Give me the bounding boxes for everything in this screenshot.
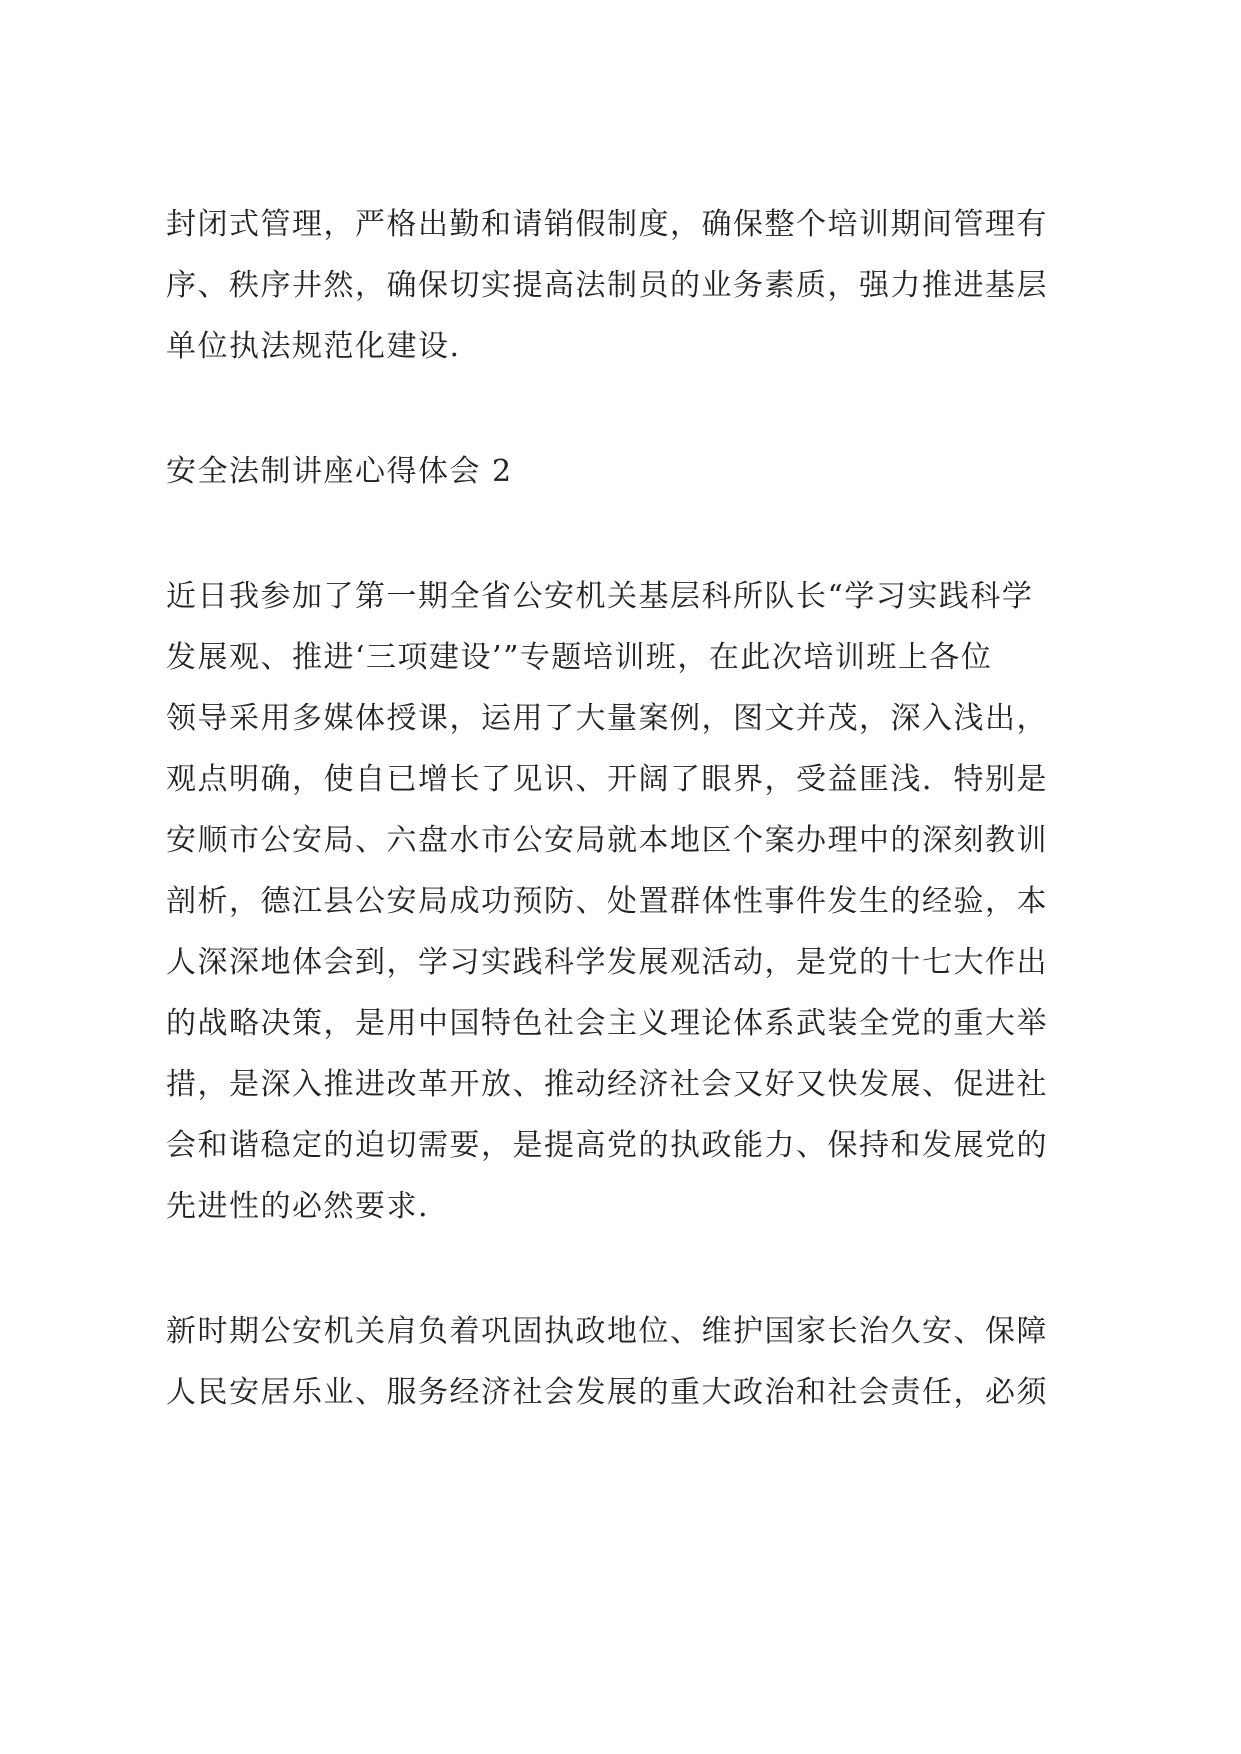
paragraph-line: 剖析，德江县公安局成功预防、处置群体性事件发生的经验，本 [166, 884, 1048, 919]
paragraph-line: 封闭式管理，严格出勤和请销假制度，确保整个培训期间管理有 [166, 207, 1048, 242]
paragraph-2 [166, 566, 1088, 1237]
document-body [166, 194, 1088, 1423]
paragraph-3 [166, 1301, 1088, 1423]
paragraph-line: 先进性的必然要求. [166, 1189, 430, 1224]
paragraph-line: 单位执法规范化建设. [166, 329, 461, 364]
section-title: 安全法制讲座心得体会 2 [166, 454, 513, 489]
paragraph-spacer [166, 377, 1088, 441]
paragraph-spacer [166, 1237, 1088, 1301]
paragraph-line: 会和谐稳定的迫切需要，是提高党的执政能力、保持和发展党的 [166, 1128, 1048, 1163]
paragraph-line: 发展观、推进‘三项建设’”专题培训班，在此次培训班上各位 [166, 640, 993, 675]
paragraph-line: 观点明确，使自已增长了见识、开阔了眼界，受益匪浅．特别是 [166, 762, 1048, 797]
paragraph-1 [166, 194, 1088, 377]
paragraph-line: 序、秩序井然，确保切实提高法制员的业务素质，强力推进基层 [166, 268, 1048, 303]
paragraph-spacer [166, 502, 1088, 566]
paragraph-line: 领导采用多媒体授课，运用了大量案例，图文并茂，深入浅出， [166, 701, 1048, 736]
paragraph-line: 人民安居乐业、服务经济社会发展的重大政治和社会责任，必须 [166, 1375, 1048, 1410]
paragraph-line: 新时期公安机关肩负着巩固执政地位、维护国家长治久安、保障 [166, 1314, 1048, 1349]
paragraph-line: 的战略决策，是用中国特色社会主义理论体系武装全党的重大举 [166, 1006, 1048, 1041]
paragraph-line: 措，是深入推进改革开放、推动经济社会又好又快发展、促进社 [166, 1067, 1048, 1102]
paragraph-line: 近日我参加了第一期全省公安机关基层科所队长“学习实践科学 [166, 579, 1034, 614]
paragraph-line: 人深深地体会到，学习实践科学发展观活动，是党的十七大作出 [166, 945, 1048, 980]
paragraph-line: 安顺市公安局、六盘水市公安局就本地区个案办理中的深刻教训 [166, 823, 1048, 858]
